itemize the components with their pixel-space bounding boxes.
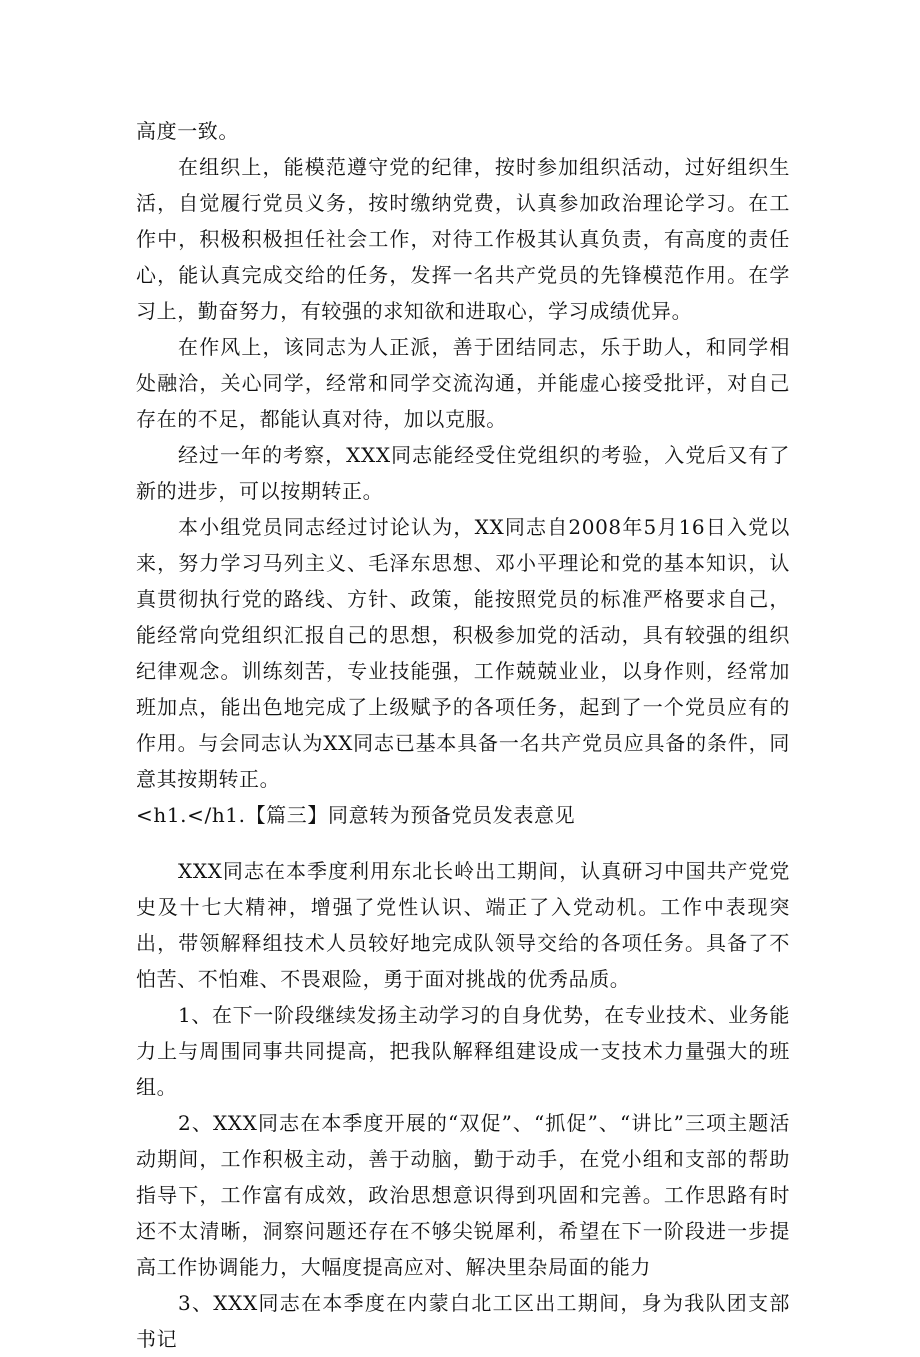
paragraph-point-1: 1、在下一阶段继续发扬主动学习的自身优势，在专业技术、业务能力上与周围同事共同提高，把我队解释组建设成一支技术力量强大的班组。 xyxy=(136,1003,790,1099)
paragraph-quarter-summary: XXX同志在本季度利用东北长岭出工期间，认真研习中国共产党党史及十七大精神，增强了党性认识、端正了入党动机。工作中表现突出，带领解释组技术人员较好地完成队领导交给的各项任务。具备了不怕苦、不怕难、不畏艰险，勇于面对挑战的优秀品质。 xyxy=(136,859,790,991)
paragraph-assessment: 经过一年的考察，XXX同志能经受住党组织的考验，入党后又有了新的进步，可以按期转正。 xyxy=(136,443,790,503)
document-body xyxy=(136,113,790,1357)
paragraph-group-discussion: 本小组党员同志经过讨论认为，XX同志自2008年5月16日入党以来，努力学习马列主义、毛泽东思想、邓小平理论和党的基本知识，认真贯彻执行党的路线、方针、政策，能按照党员的标准严格要求自己，能经常向党组织汇报自己的思想，积极参加党的活动，具有较强的组织纪律观念。训练刻苦，专业技能强，工作兢兢业业，以身作则，经常加班加点，能出色地完成了上级赋予的各项任务，起到了一个党员应有的作用。与会同志认为XX同志已基本具备一名共产党员应具备的条件，同意其按期转正。 xyxy=(136,515,790,791)
paragraph-point-2: 2、XXX同志在本季度开展的“双促”、“抓促”、“讲比”三项主题活动期间，工作积极主动，善于动脑，勤于动手，在党小组和支部的帮助指导下，工作富有成效，政治思想意识得到巩固和完善。工作思路有时还不太清晰，洞察问题还存在不够尖锐犀利，希望在下一阶段进一步提高工作协调能力，大幅度提高应对、解决里杂局面的能力 xyxy=(136,1111,790,1279)
paragraph-work-style: 在作风上，该同志为人正派，善于团结同志，乐于助人，和同学相处融洽，关心同学，经常和同学交流沟通，并能虚心接受批评，对自己存在的不足，都能认真对待，加以克服。 xyxy=(136,335,790,431)
section-heading: <h1.</h1.【篇三】同意转为预备党员发表意见 xyxy=(136,803,576,827)
paragraph-point-3: 3、XXX同志在本季度在内蒙白北工区出工期间，身为我队团支部书记 xyxy=(136,1291,790,1351)
heading-spacer xyxy=(136,833,790,853)
paragraph-organization: 在组织上，能模范遵守党的纪律，按时参加组织活动，过好组织生活，自觉履行党员义务，按时缴纳党费，认真参加政治理论学习。在工作中，积极积极担任社会工作，对待工作极其认真负责，有高度的责任心，能认真完成交给的任务，发挥一名共产党员的先锋模范作用。在学习上，勤奋努力，有较强的求知欲和进取心，学习成绩优异。 xyxy=(136,155,790,323)
paragraph-continuation: 高度一致。 xyxy=(136,119,239,143)
